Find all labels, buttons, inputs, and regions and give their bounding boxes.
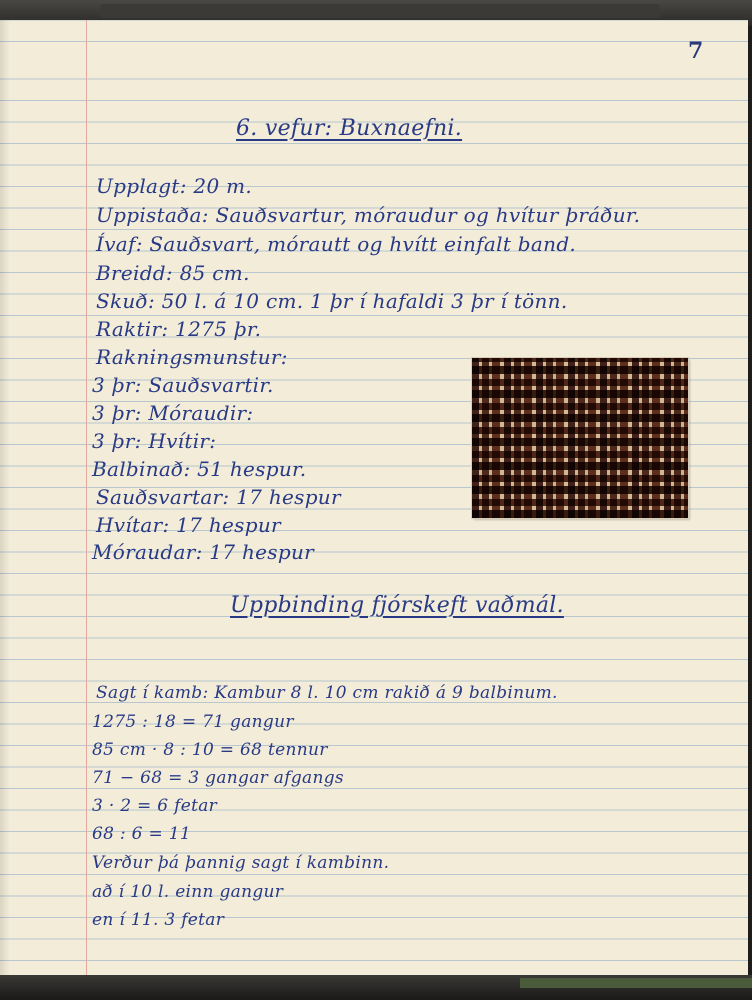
line-skud: Skuð: 50 l. á 10 cm. 1 þr í hafaldi 3 þr í tönn. (96, 289, 568, 313)
line-rakningsmunstur: Rakningsmunstur: (96, 345, 288, 369)
cover-binding-strip (100, 4, 660, 18)
green-cover-edge (520, 978, 752, 988)
calc-line-einn-gangur: að í 10 l. einn gangur (92, 882, 284, 902)
page-number: 7 (688, 38, 704, 64)
calc-line-afgangs: 71 − 68 = 3 gangar afgangs (92, 768, 344, 788)
line-upplagt: Upplagt: 20 m. (96, 174, 253, 198)
line-hvitar: Hvítar: 17 hespur (96, 513, 281, 537)
line-sauðsvartir: 3 þr: Sauðsvartir. (92, 373, 274, 397)
line-uppistada: Uppistaða: Sauðsvartur, móraudur og hvítur þráður. (96, 203, 641, 227)
line-ivaf: Ívaf: Sauðsvart, mórautt og hvítt einfalt band. (96, 232, 577, 256)
line-sauðsvartar: Sauðsvartar: 17 hespur (96, 485, 341, 509)
red-margin-line (86, 20, 87, 982)
calc-line-tennur: 85 cm · 8 : 10 = 68 tennur (92, 740, 328, 760)
fabric-swatch (472, 358, 688, 518)
calc-line-fetar: 3 · 2 = 6 fetar (92, 796, 218, 816)
calc-line-3-fetar: en í 11. 3 fetar (92, 910, 225, 930)
line-moraudar: Móraudar: 17 hespur (92, 540, 314, 564)
section-subtitle: Uppbinding fjórskeft vaðmál. (230, 593, 564, 618)
page-title: 6. vefur: Buxnaefni. (236, 116, 463, 141)
line-raktir: Raktir: 1275 þr. (96, 317, 262, 341)
calc-line-verdur: Verður þá þannig sagt í kambinn. (92, 853, 390, 873)
calc-line-gangur: 1275 : 18 = 71 gangur (92, 712, 294, 732)
line-balbinad: Balbinað: 51 hespur. (92, 457, 307, 481)
line-breidd: Breidd: 85 cm. (96, 261, 250, 285)
line-hvitir: 3 þr: Hvítir: (92, 429, 217, 453)
calc-line-division: 68 : 6 = 11 (92, 824, 191, 844)
calc-line-sagt: Sagt í kamb: Kambur 8 l. 10 cm rakið á 9 balbinum. (96, 683, 558, 703)
line-moraudir: 3 þr: Móraudir: (92, 401, 254, 425)
